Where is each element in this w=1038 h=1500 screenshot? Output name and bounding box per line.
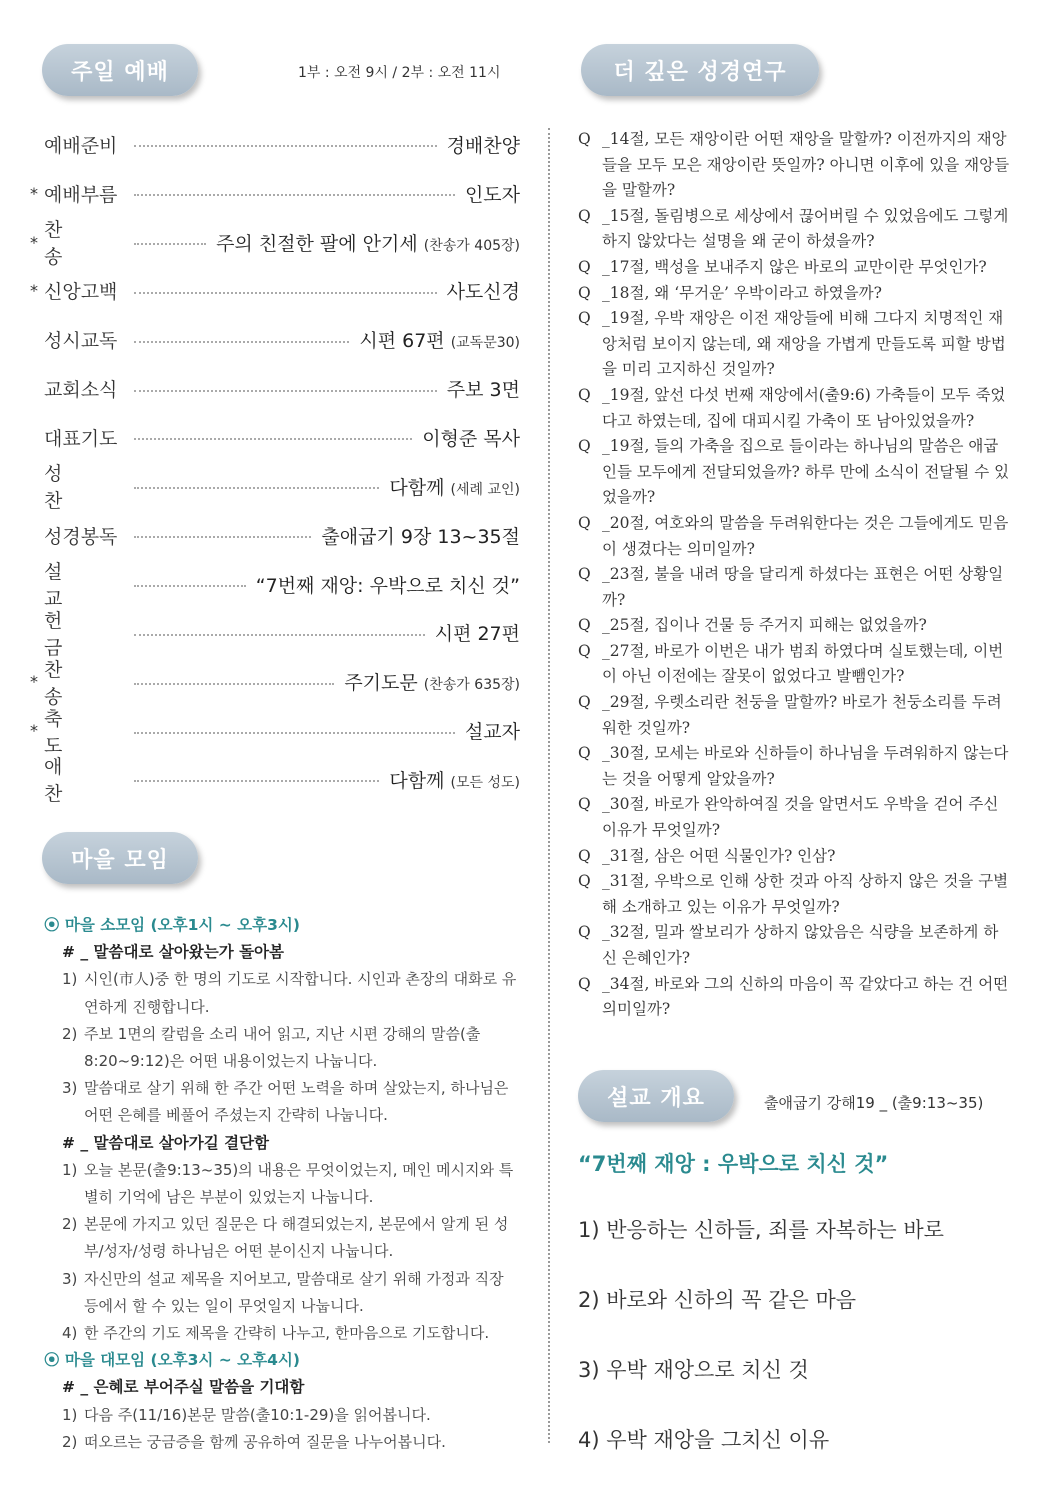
- question-mark: Q: [578, 641, 591, 660]
- order-row: [30, 755, 520, 804]
- list-item: [44, 1320, 522, 1347]
- item-text: 오늘 본문(출9:13~35)의 내용은 무엇이었는지, 메인 메시지와 특별히 기억에 남은 부분이 있었는지 나눕니다.: [84, 1160, 514, 1207]
- order-value: “7번째 재앙: 우박으로 치신 것”: [255, 574, 520, 597]
- question-text: _23절, 불을 내려 땅을 달리게 하셨다는 표현은 어떤 상황일까?: [602, 565, 1004, 609]
- study-question: [578, 383, 1010, 434]
- order-label: 대표기도: [44, 427, 118, 450]
- order-value: 사도신경: [446, 281, 520, 304]
- question-text: _30절, 모세는 바로와 신하들이 하나님을 두려워하지 않는다는 것을 어떻게 알았을까?: [602, 744, 1009, 788]
- question-text: _19절, 앞선 다섯 번째 재앙에서(출9:6) 가축들이 모두 죽었다고 하였는데, 집에 대피시킬 가축이 또 남아있었을까?: [602, 385, 1006, 430]
- dotted-leader: [134, 145, 437, 147]
- question-mark: Q: [578, 309, 591, 328]
- subheading-expectation: # _ 은혜로 부어주실 말씀을 기대함: [62, 1378, 305, 1397]
- item-number: 4): [62, 1324, 78, 1343]
- dotted-leader: [134, 585, 246, 587]
- order-row: [30, 315, 520, 364]
- order-row: [30, 413, 520, 462]
- order-label: 찬송: [44, 658, 93, 708]
- order-value: 주보 3면: [446, 379, 520, 402]
- list-item: [44, 1021, 522, 1075]
- study-question: [578, 869, 1010, 920]
- item-text: 떠오르는 궁금증을 함께 공유하여 질문을 나누어봅니다.: [84, 1432, 446, 1451]
- order-value: 이형준 목사: [422, 427, 520, 450]
- order-label: 설교: [44, 561, 93, 611]
- order-label: 성시교독: [44, 330, 118, 353]
- list-item: [44, 1402, 522, 1429]
- order-value: 출애굽기 9장 13~35절: [321, 525, 520, 548]
- dotted-leader: [134, 536, 311, 538]
- item-text: 본문에 가지고 있던 질문은 다 해결되었는지, 본문에서 알게 된 성부/성자/성령 하나님은 어떤 분이신지 나눕니다.: [84, 1215, 509, 1261]
- item-text: 시인(市人)중 한 명의 기도로 시작합니다. 시인과 촌장의 대화로 유연하게 진행합니다.: [84, 970, 517, 1016]
- list-item: [44, 1429, 522, 1456]
- order-label: 신앙고백: [44, 281, 118, 304]
- sermon-point: 1) 반응하는 신하들, 죄를 자복하는 바로: [578, 1218, 944, 1242]
- order-note: (모든 성도): [450, 774, 520, 791]
- study-section-title: 더 깊은 성경연구: [581, 44, 819, 96]
- item-number: 3): [62, 1269, 78, 1288]
- dotted-leader: [134, 732, 455, 734]
- question-mark: Q: [578, 257, 591, 276]
- order-note: (교독문30): [450, 335, 520, 352]
- question-text: _20절, 여호와의 말씀을 두려워한다는 것은 그들에게도 믿음이 생겼다는 의미일까?: [602, 513, 1009, 558]
- resolution-list: [44, 1157, 522, 1347]
- order-label: 교회소식: [44, 379, 118, 402]
- order-label: 찬송: [44, 219, 93, 269]
- sermon-point: 4) 우박 재앙을 그치신 이유: [578, 1428, 830, 1452]
- order-row: [30, 364, 520, 413]
- dotted-leader: [134, 341, 349, 343]
- question-mark: Q: [578, 974, 591, 993]
- order-row: [30, 706, 520, 755]
- order-label: 예배부름: [44, 183, 118, 206]
- list-item: [44, 1211, 522, 1265]
- order-value: 다함께 (세례 교인): [389, 476, 520, 499]
- order-value: 설교자: [464, 721, 520, 744]
- list-item: [44, 966, 522, 1020]
- sermon-section-title: 설교 개요: [578, 1070, 734, 1122]
- sermon-heading: “7번째 재앙 : 우박으로 치신 것”: [578, 1152, 889, 1176]
- question-text: _18절, 왜 ‘무거운’ 우박이라고 하였을까?: [602, 283, 882, 302]
- order-row: [30, 267, 520, 316]
- village-meeting: [44, 912, 522, 1456]
- order-label: 성경봉독: [44, 525, 118, 548]
- item-text: 말씀대로 살기 위해 한 주간 어떤 노력을 하며 살았는지, 하나님은 어떤 은혜를 베풀어 주셨는지 간략히 나눕니다.: [84, 1079, 509, 1125]
- study-question: [578, 434, 1010, 511]
- list-item: [44, 1157, 522, 1211]
- order-value: 주의 친절한 팔에 안기세 (찬송가 405장): [216, 232, 520, 255]
- sermon-points: [578, 1210, 944, 1490]
- order-star: *: [30, 183, 38, 203]
- village-section-title: 마을 모임: [42, 832, 198, 884]
- expectation-list: [44, 1402, 522, 1456]
- study-question: [578, 844, 1010, 870]
- order-row: [30, 657, 520, 706]
- question-mark: Q: [578, 206, 591, 225]
- small-meeting-heading: ⦿ 마을 소모임 (오후1시 ~ 오후3시): [44, 916, 300, 934]
- order-row: [30, 462, 520, 511]
- list-item: [44, 1266, 522, 1320]
- order-note: (찬송가 405장): [423, 237, 520, 254]
- dotted-leader: [134, 634, 425, 636]
- study-question: [578, 204, 1010, 255]
- question-text: _19절, 우박 재앙은 이전 재앙들에 비해 그다지 치명적인 재앙처럼 보이지 않는데, 왜 재앙을 가볍게 만들도록 피할 방법을 미리 고지하신 것일까?: [602, 309, 1006, 379]
- question-text: _31절, 삼은 어떤 식물인가? 인삼?: [602, 846, 836, 865]
- question-text: _17절, 백성을 보내주지 않은 바로의 교만이란 무엇인가?: [602, 257, 987, 276]
- dotted-leader: [134, 683, 334, 685]
- question-mark: Q: [578, 437, 591, 456]
- order-value: 경배찬양: [446, 134, 520, 157]
- order-star: *: [30, 672, 38, 692]
- study-question: [578, 972, 1010, 1023]
- question-mark: Q: [578, 385, 591, 404]
- order-row: [30, 169, 520, 218]
- order-row: [30, 511, 520, 560]
- study-question: [578, 511, 1010, 562]
- study-question: [578, 741, 1010, 792]
- subheading-resolution: # _ 말씀대로 살아가길 결단함: [62, 1133, 270, 1152]
- question-mark: Q: [578, 795, 591, 814]
- item-number: 2): [62, 1215, 78, 1234]
- study-question: [578, 306, 1010, 383]
- question-mark: Q: [578, 923, 591, 942]
- order-row: [30, 560, 520, 609]
- order-value: 주기도문 (찬송가 635장): [344, 672, 520, 695]
- order-value: 인도자: [464, 183, 520, 206]
- study-question: [578, 127, 1010, 204]
- study-question: [578, 281, 1010, 307]
- study-question: [578, 792, 1010, 843]
- dotted-leader: [134, 292, 437, 294]
- order-label: 성찬: [44, 463, 93, 513]
- list-item: [44, 1075, 522, 1129]
- order-row: [30, 120, 520, 169]
- worship-section-title: 주일 예배: [42, 44, 198, 96]
- question-text: _15절, 돌림병으로 세상에서 끊어버릴 수 있었음에도 그렇게 하지 않았다는 설명을 왜 굳이 하셨을까?: [602, 206, 1009, 251]
- item-number: 3): [62, 1079, 78, 1098]
- large-meeting-heading: ⦿ 마을 대모임 (오후3시 ~ 오후4시): [44, 1351, 300, 1370]
- study-question: [578, 562, 1010, 613]
- order-label: 예배준비: [44, 134, 118, 157]
- question-text: _27절, 바로가 이번은 내가 범죄 하였다며 실토했는데, 이번이 아닌 이전에는 잘못이 없었다고 발뺌인가?: [602, 641, 1004, 686]
- question-text: _30절, 바로가 완악하여질 것을 알면서도 우박을 걷어 주신 이유가 무엇일까?: [602, 795, 999, 840]
- item-text: 자신만의 설교 제목을 지어보고, 말씀대로 살기 위해 가정과 직장 등에서 할 수 있는 일이 무엇일지 나눕니다.: [84, 1269, 504, 1315]
- order-star: *: [30, 721, 38, 741]
- order-star: *: [30, 232, 38, 252]
- sermon-point: 2) 바로와 신하의 꼭 같은 마음: [578, 1288, 857, 1312]
- item-text: 한 주간의 기도 제목을 간략히 나누고, 한마음으로 기도합니다.: [84, 1324, 490, 1343]
- order-value: 다함께 (모든 성도): [389, 769, 520, 792]
- study-question: [578, 690, 1010, 741]
- item-number: 1): [62, 970, 78, 989]
- item-number: 1): [62, 1160, 78, 1179]
- dotted-leader: [134, 194, 455, 196]
- question-text: _14절, 모든 재앙이란 어떤 재앙을 말할까? 이전까지의 재앙들을 모두 모은 재앙이란 뜻일까? 아니면 이후에 있을 재앙들을 말할까?: [602, 130, 1010, 200]
- subheading-reflection: # _ 말씀대로 살아왔는가 돌아봄: [62, 943, 284, 962]
- question-text: _29절, 우렛소리란 천둥을 말할까? 바로가 천둥소리를 두려워한 것일까?: [602, 693, 1002, 737]
- question-mark: Q: [578, 872, 591, 891]
- order-row: [30, 608, 520, 657]
- study-question: [578, 920, 1010, 971]
- question-text: _34절, 바로와 그의 신하의 마음이 꼭 같았다고 하는 건 어떤 의미일까?: [602, 974, 1009, 1019]
- question-mark: Q: [578, 744, 591, 763]
- order-label: 헌금: [44, 609, 93, 659]
- item-number: 2): [62, 1432, 78, 1451]
- study-question: [578, 255, 1010, 281]
- order-row: [30, 218, 520, 267]
- column-divider: [548, 128, 550, 1443]
- worship-times: 1부 : 오전 9시 / 2부 : 오전 11시: [298, 65, 501, 81]
- study-question: [578, 639, 1010, 690]
- order-value: 시편 27편: [434, 623, 520, 646]
- question-text: _25절, 집이나 건물 등 주거지 피해는 없었을까?: [602, 616, 927, 635]
- question-mark: Q: [578, 846, 591, 865]
- question-mark: Q: [578, 693, 591, 712]
- dotted-leader: [134, 390, 437, 392]
- order-value: 시편 67편 (교독문30): [359, 330, 520, 353]
- sermon-reference: 출애굽기 강해19 _ (출9:13~35): [764, 1094, 984, 1112]
- sermon-point: 3) 우박 재앙으로 치신 것: [578, 1358, 809, 1382]
- question-text: _19절, 들의 가축을 집으로 들이라는 하나님의 말씀은 애굽인들 모두에게 전달되었을까? 하루 만에 소식이 전달될 수 있었을까?: [602, 437, 1010, 507]
- worship-order-list: [30, 120, 520, 804]
- study-question-list: [578, 127, 1010, 1023]
- item-text: 다음 주(11/16)본문 말씀(출10:1-29)을 읽어봅니다.: [84, 1405, 431, 1424]
- question-mark: Q: [578, 565, 591, 584]
- reflection-list: [44, 966, 522, 1129]
- dotted-leader: [134, 780, 379, 782]
- question-mark: Q: [578, 616, 591, 635]
- item-number: 1): [62, 1405, 78, 1424]
- question-mark: Q: [578, 513, 591, 532]
- dotted-leader: [134, 487, 379, 489]
- order-note: (세례 교인): [450, 481, 520, 498]
- question-mark: Q: [578, 130, 591, 148]
- question-text: _31절, 우박으로 인해 상한 것과 아직 상하지 않은 것을 구별해 소개하고 있는 이유가 무엇일까?: [602, 872, 1009, 916]
- order-star: *: [30, 281, 38, 301]
- dotted-leader: [134, 438, 412, 440]
- item-number: 2): [62, 1024, 78, 1043]
- order-label: 애찬: [44, 756, 93, 806]
- dotted-leader: [134, 243, 206, 245]
- question-mark: Q: [578, 283, 591, 302]
- study-question: [578, 613, 1010, 639]
- order-note: (찬송가 635장): [423, 677, 520, 694]
- item-text: 주보 1면의 칼럼을 소리 내어 읽고, 지난 시편 강해의 말씀(출8:20~9:12)은 어떤 내용이었는지 나눕니다.: [84, 1024, 481, 1071]
- order-label: 축도: [44, 707, 93, 757]
- question-text: _32절, 밀과 쌀보리가 상하지 않았음은 식량을 보존하게 하신 은혜인가?: [602, 923, 999, 967]
